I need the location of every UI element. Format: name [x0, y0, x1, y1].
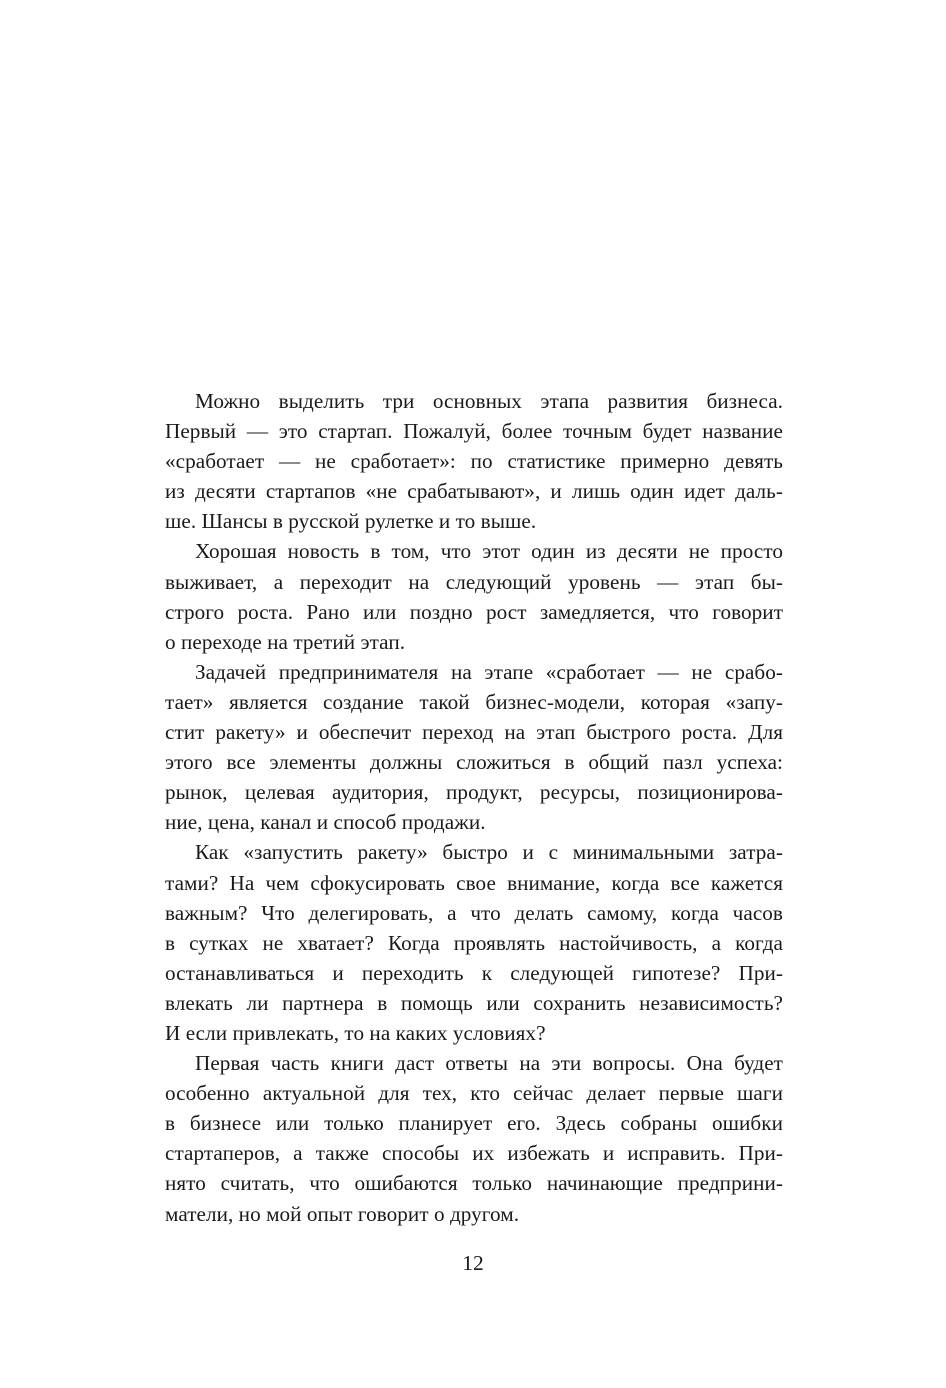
text-line: И если привлекать, то на каких условиях?: [165, 1020, 546, 1045]
paragraph: [165, 386, 783, 536]
text-line: ше. Шансы в русской рулетке и то выше.: [165, 509, 537, 534]
text-line: в бизнесе или только планирует его. Здесь собраны ошибки: [165, 1111, 783, 1136]
text-line: тает» является создание такой бизнес-модели, которая «запу-: [165, 689, 783, 714]
paragraph: [165, 1048, 783, 1229]
text-line: «сработает — не сработает»: по статистике примерно девять: [165, 449, 783, 474]
paragraph: [165, 837, 783, 1048]
text-line: важным? Что делегировать, а что делать самому, когда часов: [165, 900, 783, 925]
paragraph: [165, 657, 783, 838]
text-line: Хорошая новость в том, что этот один из десяти не просто: [195, 539, 783, 564]
text-line: матели, но мой опыт говорит о другом.: [165, 1201, 520, 1226]
text-line: нято считать, что ошибаются только начинающие предприни-: [165, 1171, 783, 1196]
paragraph: [165, 536, 783, 656]
text-line: особенно актуальной для тех, кто сейчас делает первые шаги: [165, 1081, 783, 1106]
text-line: стит ракету» и обеспечит переход на этап быстрого роста. Для: [165, 720, 783, 745]
text-line: стартаперов, а также способы их избежать и исправить. При-: [165, 1141, 783, 1166]
text-line: ние, цена, канал и способ продажи.: [165, 810, 486, 835]
text-line: выживает, а переходит на следующий уровень — этап бы-: [165, 569, 783, 594]
text-line: Задачей предпринимателя на этапе «сработает — не срабо-: [195, 659, 783, 684]
text-line: из десяти стартапов «не срабатывают», и лишь один идет даль-: [165, 479, 783, 504]
text-line: строго роста. Рано или поздно рост замедляется, что говорит: [165, 599, 783, 624]
text-line: о переходе на третий этап.: [165, 629, 406, 654]
text-line: рынок, целевая аудитория, продукт, ресурсы, позиционирова-: [165, 780, 783, 805]
text-line: останавливаться и переходить к следующей гипотезе? При-: [165, 960, 783, 985]
body-text-block: [165, 386, 783, 1229]
text-line: тами? На чем сфокусировать свое внимание, когда все кажется: [165, 870, 783, 895]
text-line: этого все элементы должны сложиться в общий пазл успеха:: [165, 750, 783, 775]
text-line: влекать ли партнера в помощь или сохранить независимость?: [165, 990, 783, 1015]
text-line: Первый — это стартап. Пожалуй, более точным будет название: [165, 419, 783, 444]
text-line: Как «запустить ракету» быстро и с минимальными затра-: [195, 840, 783, 865]
text-line: Первая часть книги даст ответы на эти вопросы. Она будет: [195, 1051, 783, 1076]
text-line: Можно выделить три основных этапа развития бизнеса.: [195, 389, 783, 413]
page-number: 12: [462, 1251, 484, 1275]
text-line: в сутках не хватает? Когда проявлять настойчивость, а когда: [165, 930, 783, 955]
